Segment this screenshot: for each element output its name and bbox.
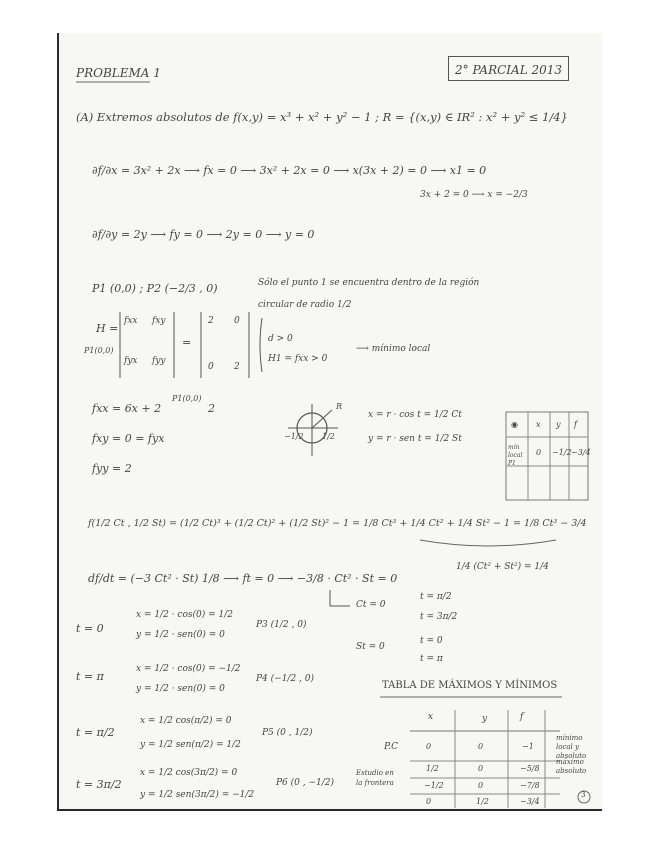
case-4-point: P6 (0 , −1/2) <box>276 778 334 788</box>
case-4-y: y = 1/2 sen(3π/2) = −1/2 <box>140 790 255 800</box>
exam-title: 2° PARCIAL 2013 <box>455 63 563 77</box>
final-row-4-x: 0 <box>426 797 432 806</box>
final-table-hy: y <box>482 714 488 724</box>
small-table-hf: f <box>574 420 577 429</box>
circle-right-label: 1/2 <box>322 432 335 441</box>
fx-sub: 3x + 2 = 0 ⟶ x = −2/3 <box>420 190 528 200</box>
problem-statement: (A) Extremos absolutos de f(x,y) = x³ + x² + y² − 1 ; R = {(x,y) ∈ IR² : x² + y² ≤ 1/4} <box>76 110 568 124</box>
hessian-fyx: fyx <box>124 356 138 366</box>
case-4-x: x = 1/2 cos(3π/2) = 0 <box>140 768 238 778</box>
final-row-2-x: 1/2 <box>426 764 439 773</box>
critical-points: P1 (0,0) ; P2 (−2/3 , 0) <box>92 282 218 295</box>
f-parametrized: f(1/2 Ct , 1/2 St) = (1/2 Ct)³ + (1/2 Ct)² + (1/2 St)² − 1 = 1/8 Ct³ + 1/4 Ct² + 1/4 St² − 1 = 1/8 Ct³ − 3/4 <box>88 518 587 529</box>
case-1-x: x = 1/2 · cos(0) = 1/2 <box>136 610 233 620</box>
hessian-result: ⟶ mínimo local <box>356 344 431 354</box>
final-table-title: TABLA DE MÁXIMOS Y MÍNIMOS <box>382 680 558 691</box>
fyy-line: fyy = 2 <box>92 462 132 475</box>
final-table-hx: x <box>428 712 434 722</box>
fxx-line: fxx = 6x + 2 <box>92 402 162 415</box>
ct-sol-1: t = π/2 <box>420 592 452 602</box>
case-2-t: t = π <box>76 670 104 683</box>
case-3-t: t = π/2 <box>76 726 115 739</box>
points-note-1: Sólo el punto 1 se encuentra dentro de la región <box>258 278 480 288</box>
case-2-y: y = 1/2 · sen(0) = 0 <box>136 684 225 694</box>
final-note-min: mínimo local y absoluto <box>556 734 587 760</box>
final-note-max: máximo absoluto <box>556 758 587 775</box>
hessian-point: P1(0,0) <box>84 346 114 355</box>
hessian-fxy: fxy <box>152 316 166 326</box>
exam-title-box <box>448 56 569 81</box>
problem-title: PROBLEMA 1 <box>76 66 161 80</box>
final-row-3-x: −1/2 <box>424 781 444 790</box>
case-3-x: x = 1/2 cos(π/2) = 0 <box>140 716 232 726</box>
final-row-1-f: −1 <box>522 742 534 751</box>
f-param-note: 1/4 (Ct² + St²) = 1/4 <box>456 562 549 572</box>
hessian-cond-1: d > 0 <box>268 334 293 344</box>
param-x: x = r · cos t = 1/2 Ct <box>368 410 462 420</box>
hessian-v12: 0 <box>234 316 240 326</box>
df-dt-line: df/dt = (−3 Ct² · St) 1/8 ⟶ ft = 0 ⟶ −3/8 · Ct² · St = 0 <box>88 572 398 585</box>
final-row-4-y: 1/2 <box>476 797 489 806</box>
case-1-y: y = 1/2 · sen(0) = 0 <box>136 630 225 640</box>
points-note-2: circular de radio 1/2 <box>258 300 352 310</box>
final-row-4-f: −3/4 <box>520 797 540 806</box>
final-row-2-f: −5/8 <box>520 764 540 773</box>
hessian-v11: 2 <box>208 316 214 326</box>
st-zero: St = 0 <box>356 642 385 652</box>
fxx-arrow-point: P1(0,0) <box>172 394 202 403</box>
case-1-t: t = 0 <box>76 622 104 635</box>
case-2-point: P4 (−1/2 , 0) <box>256 674 314 684</box>
case-4-t: t = 3π/2 <box>76 778 122 791</box>
page-mark: 3 <box>581 791 586 799</box>
hessian-cond-2: H1 = fxx > 0 <box>268 354 328 364</box>
st-sol-2: t = π <box>420 654 443 664</box>
small-table-row-label: mín local P1 <box>508 444 523 467</box>
circle-left-label: −1/2 <box>284 432 304 441</box>
final-row-1-y: 0 <box>478 742 484 751</box>
small-table-h0: ◉ <box>511 420 518 429</box>
hessian-v21: 0 <box>208 362 214 372</box>
hessian-label: H = <box>96 322 119 335</box>
hessian-v22: 2 <box>234 362 240 372</box>
case-3-point: P5 (0 , 1/2) <box>262 728 313 738</box>
final-table-hf: f <box>520 712 524 722</box>
final-row-3-f: −7/8 <box>520 781 540 790</box>
small-table-c3: −3/4 <box>571 448 591 457</box>
final-row-1-x: 0 <box>426 742 432 751</box>
small-table-hy: y <box>556 420 561 429</box>
case-3-y: y = 1/2 sen(π/2) = 1/2 <box>140 740 241 750</box>
case-1-point: P3 (1/2 , 0) <box>256 620 307 630</box>
final-row-3-y: 0 <box>478 781 484 790</box>
final-table-frontera: Estudio en la frontera <box>356 769 394 787</box>
small-table-c2: −1/2 <box>552 448 572 457</box>
hessian-fyy: fyy <box>152 356 166 366</box>
hessian-fxx: fxx <box>124 316 138 326</box>
small-table-c1: 0 <box>536 448 542 457</box>
final-row-2-y: 0 <box>478 764 484 773</box>
ct-zero: Ct = 0 <box>356 600 386 610</box>
fxy-line: fxy = 0 = fyx <box>92 432 165 445</box>
fx-line: ∂f/∂x = 3x² + 2x ⟶ fx = 0 ⟶ 3x² + 2x = 0 ⟶ x(3x + 2) = 0 ⟶ x1 = 0 <box>92 164 487 177</box>
equals-sign: = <box>182 336 192 349</box>
circle-r-label: R <box>336 402 343 411</box>
fy-line: ∂f/∂y = 2y ⟶ fy = 0 ⟶ 2y = 0 ⟶ y = 0 <box>92 228 315 241</box>
st-sol-1: t = 0 <box>420 636 443 646</box>
final-table-pc: P.C <box>384 742 398 752</box>
fxx-value: 2 <box>208 402 215 415</box>
ct-sol-2: t = 3π/2 <box>420 612 458 622</box>
case-2-x: x = 1/2 · cos(0) = −1/2 <box>136 664 241 674</box>
param-y: y = r · sen t = 1/2 St <box>368 434 462 444</box>
small-table-hx: x <box>536 420 541 429</box>
